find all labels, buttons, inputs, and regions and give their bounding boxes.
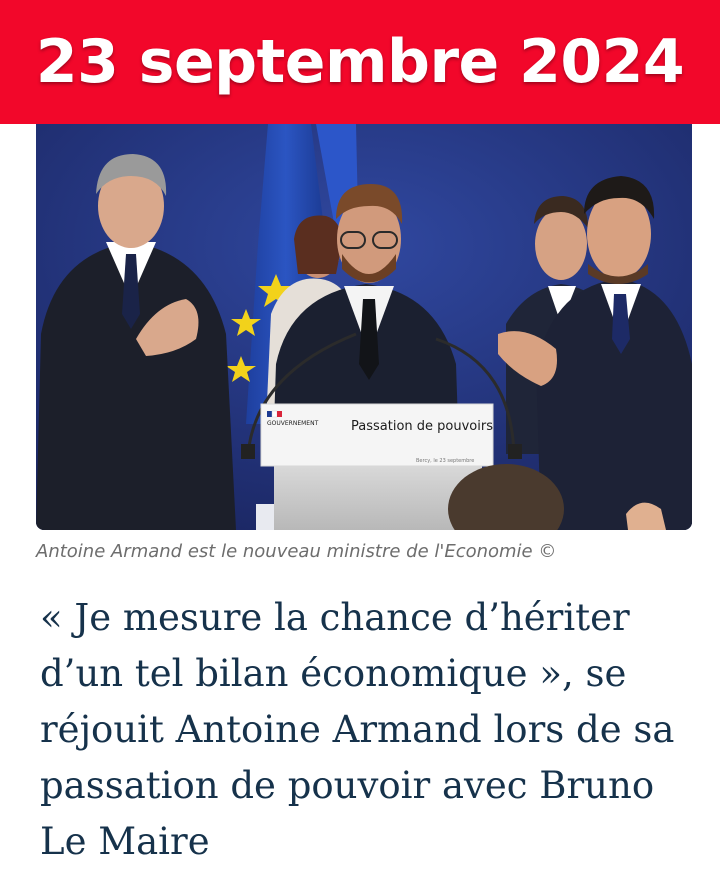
podium-sign-text: Passation de pouvoirs [351, 419, 493, 434]
podium-brand: GOUVERNEMENT [267, 420, 319, 427]
photo-illustration [36, 124, 692, 530]
man-back-right-face [535, 208, 587, 280]
podium-sign [261, 404, 493, 466]
banner-date: 23 septembre 2024 [35, 27, 685, 97]
podium-place: Bercy, le 23 septembre [416, 458, 475, 464]
date-banner [0, 0, 720, 124]
article-photo [36, 124, 692, 530]
article-headline[interactable]: « Je mesure la chance d’hériter d’un tel bilan économique », se réjouit Antoine Armand lors de sa passation de pouvoir avec Bruno Le Maire [40, 596, 675, 863]
photo-caption: Antoine Armand est le nouveau ministre de l'Economie © [36, 541, 557, 562]
